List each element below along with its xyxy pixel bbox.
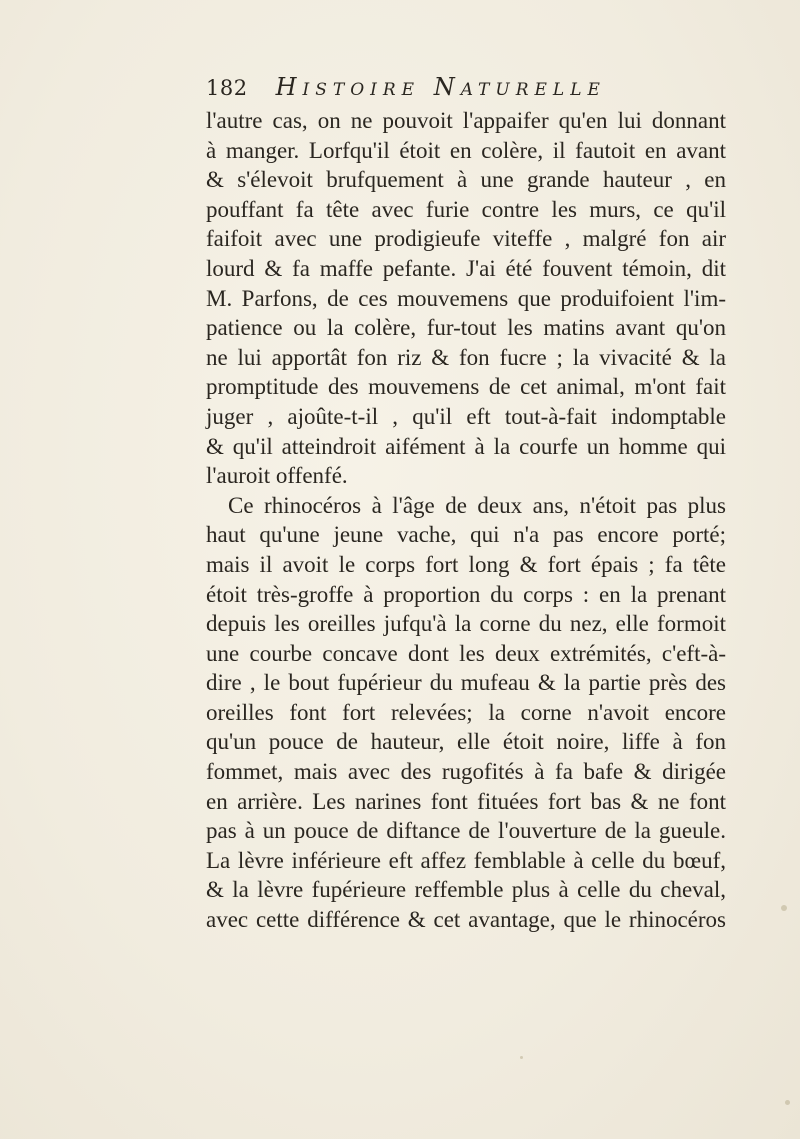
body-text bbox=[206, 106, 726, 935]
paper-foxing-spot bbox=[785, 1100, 790, 1105]
text-line: mais il avoit le corps fort long & fort épais ; fa tête bbox=[206, 551, 726, 577]
text-line: pouffant fa tête avec furie contre les murs, ce qu'il bbox=[206, 196, 726, 222]
text-line: l'auroit offenfé. bbox=[206, 463, 348, 489]
text-line: avec cette différence & cet avantage, que le rhinocéros bbox=[206, 907, 726, 933]
text-line: promptitude des mouvemens de cet animal, m'ont fait bbox=[206, 374, 726, 400]
text-line: dire , le bout fupérieur du mufeau & la partie près des bbox=[206, 670, 726, 696]
text-line: étoit très-groffe à proportion du corps : en la prenant bbox=[206, 581, 726, 607]
running-title: Histoire Naturelle bbox=[275, 73, 606, 101]
text-line: & qu'il atteindroit aifément à la courfe un homme qui bbox=[206, 433, 726, 459]
paragraph-2 bbox=[206, 491, 726, 935]
text-line: pas à un pouce de diftance de l'ouverture de la gueule. bbox=[206, 818, 726, 844]
text-line: M. Parfons, de ces mouvemens que produifoient l'im- bbox=[206, 285, 726, 311]
text-line: l'autre cas, on ne pouvoit l'appaifer qu'en lui donnant bbox=[206, 108, 726, 133]
paragraph-1 bbox=[206, 106, 726, 491]
text-line: haut qu'une jeune vache, qui n'a pas encore porté; bbox=[206, 522, 726, 548]
text-line: faifoit avec une prodigieufe viteffe , malgré fon air bbox=[206, 226, 726, 252]
text-line: patience ou la colère, fur-tout les matins avant qu'on bbox=[206, 315, 726, 341]
text-line: qu'un pouce de hauteur, elle étoit noire, liffe à fon bbox=[206, 729, 726, 755]
text-line: en arrière. Les narines font fituées fort bas & ne font bbox=[206, 788, 726, 814]
text-line: Ce rhinocéros à l'âge de deux ans, n'étoit pas plus bbox=[228, 492, 726, 518]
text-line: à manger. Lorfqu'il étoit en colère, il fautoit en avant bbox=[206, 137, 726, 163]
text-line: depuis les oreilles jufqu'à la corne du nez, elle formoit bbox=[206, 611, 726, 637]
text-line: ne lui apportât fon riz & fon fucre ; la vivacité & la bbox=[206, 344, 726, 370]
text-line: une courbe concave dont les deux extrémités, c'eft-à- bbox=[206, 640, 726, 666]
text-line: oreilles font fort relevées; la corne n'avoit encore bbox=[206, 699, 726, 725]
text-line: & la lèvre fupérieure reffemble plus à celle du cheval, bbox=[206, 877, 726, 903]
text-line: juger , ajoûte-t-il , qu'il eft tout-à-fait indomptable bbox=[206, 403, 726, 429]
running-head bbox=[206, 73, 706, 103]
page-number: 182 bbox=[206, 76, 248, 100]
text-line: La lèvre inférieure eft affez femblable à celle du bœuf, bbox=[206, 847, 726, 873]
text-line: lourd & fa maffe pefante. J'ai été fouvent témoin, dit bbox=[206, 255, 726, 281]
text-line: fommet, mais avec des rugofités à fa bafe & dirigée bbox=[206, 759, 726, 785]
paper-foxing-spot bbox=[520, 1056, 523, 1059]
paper-foxing-spot bbox=[781, 905, 787, 911]
text-line: & s'élevoit brufquement à une grande hauteur , en bbox=[206, 167, 726, 193]
